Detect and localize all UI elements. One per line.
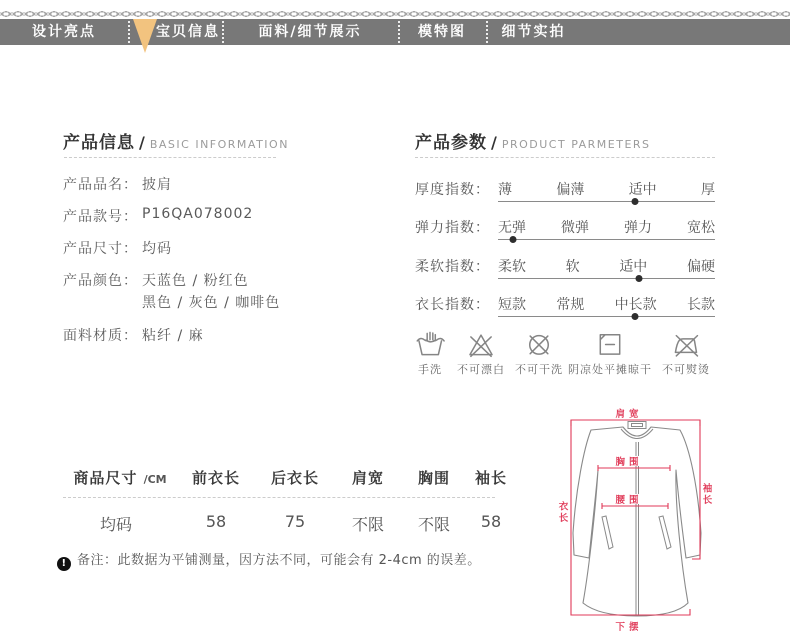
table-cell: 均码 [99,515,132,534]
nav-tabs-bar [0,19,790,45]
field-row [63,325,204,345]
divider [64,157,276,158]
care-label: 手洗 [418,363,442,376]
nav-separator [128,21,130,43]
indicator-option: 微弹 [561,220,589,236]
indicator-label: 厚度指数： [415,182,490,198]
nav-tab-model-photos[interactable]: 模特图 [418,24,466,40]
indicator-label: 弹力指数： [415,220,490,236]
divider [63,497,495,498]
field-label: 面料材质： [63,328,138,344]
indicator-row-softness [415,256,715,286]
section-subtitle: PRODUCT PARMETERS [501,138,651,151]
note-text: 备注：此数据为平铺测量，因方法不同，可能会有 2-4cm 的误差。 [77,553,481,568]
indicator-option: 薄 [498,182,512,198]
measure-label-shoulder: 肩宽 [615,409,643,420]
indicator-option: 适中 [619,259,648,275]
indicator-track [498,179,715,199]
care-label: 阴凉处平摊晾干 [568,363,652,376]
nav-tab-fabric-details[interactable]: 面料/细节展示 [258,24,362,40]
nav-tab-item-info[interactable]: 宝贝信息 [156,24,220,40]
indicator-row-garment-length [415,294,715,324]
indicator-option: 柔软 [498,259,526,275]
indicator-label: 衣长指数： [415,297,490,313]
table-cell: 胸围 [417,469,450,487]
field-value: 披肩 [142,177,172,193]
table-cell: 袖长 [474,469,507,487]
indicator-option: 软 [565,259,580,275]
care-item [662,329,710,377]
indicator-track [498,294,715,314]
table-cell: 58 [480,512,502,531]
table-cell: 75 [284,512,306,531]
indicator-option: 中长款 [614,297,657,313]
nav-tab-design-highlights[interactable]: 设计亮点 [32,24,96,40]
section-title: 产品信息 [63,133,135,153]
indicator-option: 常规 [556,297,585,313]
care-label: 不可干洗 [515,363,563,376]
note-row [57,549,481,571]
measure-label-waist: 腰围 [615,495,643,506]
indicator-dot [510,236,517,243]
care-label: 不可漂白 [457,363,505,376]
indicator-option: 偏硬 [686,259,715,275]
field-row [63,270,280,314]
field-label: 产品颜色： [63,273,138,289]
indicator-option: 长款 [686,297,715,313]
no-bleach-icon [465,329,497,359]
indicator-dot [636,275,643,282]
section-subtitle: BASIC INFORMATION [149,138,289,151]
field-row [63,174,172,194]
coat-drawing [573,422,701,617]
field-row [63,206,253,226]
measure-label-bust: 胸围 [615,457,643,468]
measure-label-sleeve: 袖长 [700,483,712,506]
indicator-track [498,256,715,276]
indicator-option: 弹力 [624,220,652,236]
field-label: 产品款号： [63,209,138,225]
indicator-option: 短款 [498,297,526,313]
indicator-row-elasticity [415,217,715,247]
divider [415,157,715,158]
field-value: 粘纤 / 麻 [142,328,204,344]
garment-measure-diagram [540,393,790,637]
measure-label-hem: 下摆 [615,622,643,633]
no-iron-icon [670,329,702,359]
indicator-track [498,217,715,237]
table-cell: 不限 [351,515,384,534]
field-row [63,238,172,258]
field-label: 产品尺寸： [63,241,138,257]
indicator-option: 适中 [628,182,657,198]
indicator-row-thickness [415,179,715,209]
table-cell: 58 [205,512,227,531]
section-title: 产品参数 [415,133,487,153]
measure-label-length: 衣长 [556,501,568,524]
indicator-option: 偏薄 [556,182,585,198]
chain-border [0,9,790,19]
table-cell: 后衣长 [270,469,319,487]
care-icons-row [400,329,730,381]
handwash-icon [414,329,446,359]
indicator-dot [631,313,638,320]
table-cell: 不限 [417,515,450,534]
indicator-option: 无弹 [498,220,526,236]
nav-tab-detail-shots[interactable]: 细节实拍 [501,24,566,40]
indicator-dot [631,198,638,205]
field-value: P16QA078002 [142,206,254,222]
basic-info-title: 产品信息 / BASIC INFORMATION [63,133,289,153]
field-value: 均码 [142,241,172,257]
indicator-option: 宽松 [687,220,715,236]
field-value: 天蓝色 / 粉红色 黑色 / 灰色 / 咖啡色 [142,273,281,311]
indicator-label: 柔软指数： [415,259,490,275]
care-item [515,329,563,377]
size-table-row [57,512,517,535]
dry-flat-shade-icon [594,329,626,359]
indicator-option: 厚 [700,182,715,198]
care-item [414,329,446,377]
care-item [568,329,652,377]
exclamation-icon: ! [57,557,71,571]
table-cell: 前衣长 [191,469,240,487]
field-label: 产品品名： [63,177,138,193]
table-cell: 商品尺寸 /CM [73,469,167,487]
care-item [457,329,505,377]
size-table-header [57,467,517,488]
care-label: 不可熨烫 [662,363,710,376]
table-cell: 肩宽 [351,469,384,487]
parameters-title: 产品参数 / PRODUCT PARMETERS [415,133,651,153]
no-dryclean-icon [523,329,555,359]
